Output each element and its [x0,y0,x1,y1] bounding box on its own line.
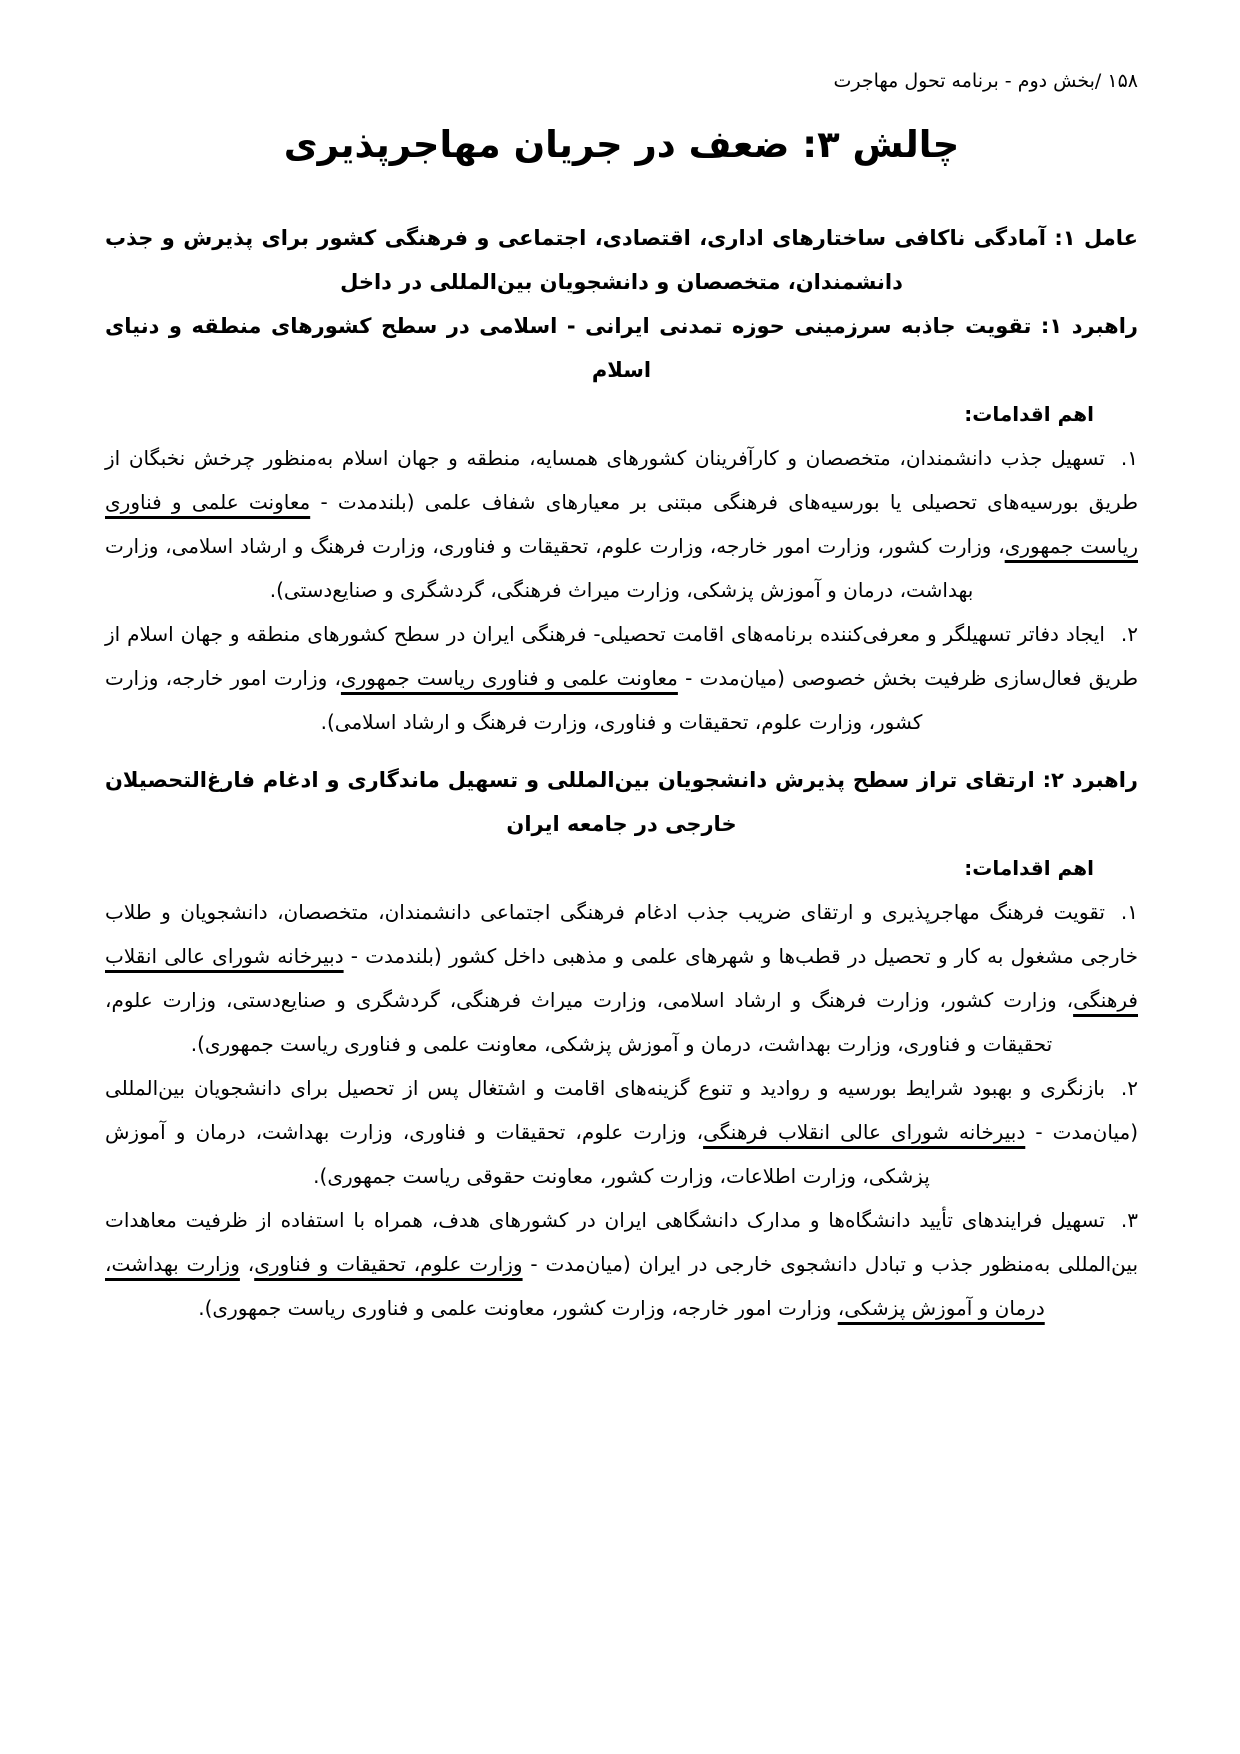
text-segment: تسهیل فرایندهای تأیید دانشگاه‌ها و مدارک دانشگاهی ایران در کشورهای هدف، همراه با استفاده از ظرفیت معاهدات بین‌المللی به‌منظور جذب و تبادل دانشجوی خارجی در ایران (میان‌مدت - [105,1207,1139,1276]
underlined-phrase: معاونت علمی و فناوری ریاست جمهوری [340,665,678,690]
text-segment: ، وزارت کشور، وزارت فرهنگ و ارشاد اسلامی، وزارت میراث فرهنگی، گردشگری و صنایع‌دستی، وزارت علوم، تحقیقات و فناوری، وزارت بهداشت، درمان و آموزش پزشکی، معاونت علمی و فناوری ریاست جمهوری). [105,987,1074,1056]
item-text [105,1208,1138,1320]
strategy-1-action-item-2 [105,612,1138,744]
factor-1-heading: عامل ۱: آمادگی ناکافی ساختارهای اداری، اقتصادی، اجتماعی و فرهنگی کشور برای پذیرش و جذب دانشمندان، متخصصان و دانشجویان بین‌المللی در داخل [105,225,1139,294]
item-text [105,1076,1138,1188]
strategy-1-heading: راهبرد ۱: تقویت جاذبه سرزمینی حوزه تمدنی ایرانی - اسلامی در سطح کشورهای منطقه و دنیای اسلام [105,313,1138,382]
strategy-2-actions-label: اهم اقدامات: [964,855,1094,880]
underlined-phrase: دبیرخانه شورای عالی انقلاب فرهنگی [105,943,1138,1012]
underlined-phrase: دبیرخانه شورای عالی انقلاب فرهنگی [703,1119,1026,1144]
text-segment: ، وزارت امور خارجه، وزارت کشور، وزارت علوم، تحقیقات و فناوری، وزارت فرهنگ و ارشاد اسلامی). [105,665,923,734]
strategy-1-actions-label: اهم اقدامات: [964,401,1094,426]
text-segment: ، وزارت علوم، تحقیقات و فناوری، وزارت بهداشت، درمان و آموزش پزشکی، وزارت اطلاعات، وزارت کشور، معاونت حقوقی ریاست جمهوری). [105,1119,930,1188]
text-segment: وزارت امور خارجه، وزارت کشور، معاونت علمی و فناوری ریاست جمهوری). [198,1295,838,1320]
text-segment: ، وزارت کشور، وزارت امور خارجه، وزارت علوم، تحقیقات و فناوری، وزارت فرهنگ و ارشاد اسلامی، وزارت بهداشت، درمان و آموزش پزشکی، وزارت میراث فرهنگی، گردشگری و صنایع‌دستی). [105,533,1005,602]
text-segment: ایجاد دفاتر تسهیلگر و معرفی‌کننده برنامه‌های اقامت تحصیلی- فرهنگی ایران در سطح کشورهای منطقه و جهان اسلام از طریق فعال‌سازی ظرفیت بخش خصوصی (میان‌مدت - [105,621,1138,690]
text-segment: تسهیل جذب دانشمندان، متخصصان و کارآفرینان کشورهای همسایه، منطقه و جهان اسلام به‌منظور چرخش نخبگان از طریق بورسیه‌های تحصیلی یا بورسیه‌های فرهنگی مبتنی بر معیارهای شفاف علمی (بلندمدت - [105,445,1138,514]
strategy-1-action-item-1 [105,436,1138,612]
strategy-2-action-item-3 [105,1198,1138,1330]
item-number: ۳. [1120,1207,1138,1232]
underlined-phrase: معاونت علمی و فناوری ریاست جمهوری [105,489,1138,558]
item-number: ۲. [1120,1075,1138,1100]
challenge-title: چالش ۳: ضعف در جریان مهاجرپذیری [283,123,960,166]
text-segment: بازنگری و بهبود شرایط بورسیه و روادید و تنوع گزینه‌های اقامت و اشتغال پس از تحصیل برای دانشجویان بین‌المللی (میان‌مدت - [105,1075,1138,1144]
item-number: ۱. [1120,899,1138,924]
page-header: ۱۵۸ /بخش دوم - برنامه تحول مهاجرت [833,70,1138,92]
item-number: ۱. [1120,445,1138,470]
text-segment: ، [239,1251,255,1276]
strategy-2-action-item-2 [105,1066,1138,1198]
underlined-phrase: وزارت علوم، تحقیقات و فناوری [254,1251,523,1276]
strategy-2-heading: راهبرد ۲: ارتقای تراز سطح پذیرش دانشجویان بین‌المللی و تسهیل ماندگاری و ادغام فارغ‌التحصیلان خارجی در جامعه ایران [105,767,1139,836]
item-number: ۲. [1120,621,1138,646]
underlined-phrase: وزارت بهداشت، درمان و آموزش پزشکی، [105,1251,1045,1320]
item-text [105,446,1138,602]
text-segment: تقویت فرهنگ مهاجرپذیری و ارتقای ضریب جذب ادغام فرهنگی اجتماعی دانشمندان، متخصصان، دانشجویان و طلاب خارجی مشغول به کار و تحصیل در قطب‌ها و شهرهای علمی و مذهبی داخل کشور (بلندمدت - [105,899,1138,968]
item-text [105,900,1138,1056]
item-text [105,622,1138,734]
strategy-2-action-item-1 [105,890,1138,1066]
